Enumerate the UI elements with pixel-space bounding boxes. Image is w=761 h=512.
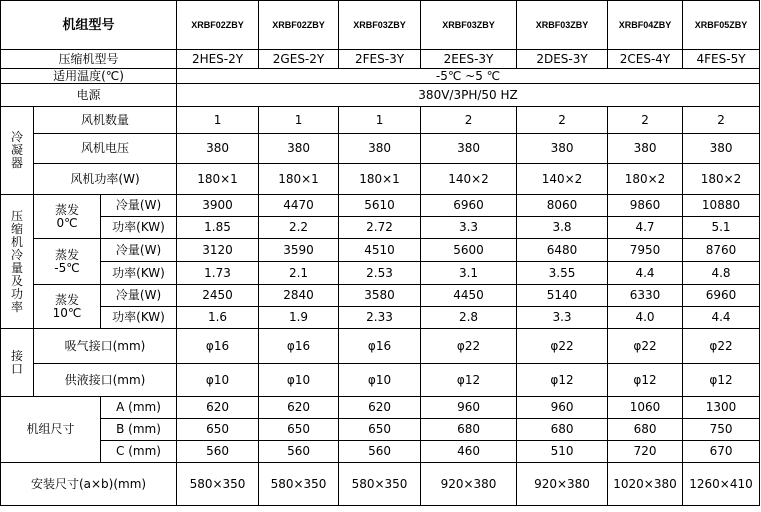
- value-cell: 3.1: [421, 262, 517, 285]
- fan-power-row: [1, 164, 760, 195]
- value-cell: 2EES-3Y: [421, 50, 517, 69]
- value-cell: 140×2: [517, 164, 608, 195]
- value-cell: 2450: [177, 285, 259, 307]
- value-cell: 620: [177, 397, 259, 419]
- value-cell: φ22: [683, 329, 760, 364]
- value-cell: 2.1: [259, 262, 339, 285]
- dimension-row: [1, 419, 760, 441]
- value-cell: 650: [259, 419, 339, 441]
- value-cell: 4FES-5Y: [683, 50, 760, 69]
- value-cell: φ22: [517, 329, 608, 364]
- value-cell: 4470: [259, 195, 339, 217]
- value-cell: 750: [683, 419, 760, 441]
- value-cell: 2.2: [259, 217, 339, 239]
- value-cell: 180×2: [683, 164, 760, 195]
- fan-voltage-row: [1, 134, 760, 164]
- model-cell: XRBF03ZBY: [339, 1, 421, 50]
- value-cell: 5600: [421, 239, 517, 262]
- value-cell: 720: [608, 441, 683, 463]
- condition-label: [34, 285, 101, 329]
- row-label: 功率(KW): [101, 307, 177, 329]
- value-cell: 560: [259, 441, 339, 463]
- row-label: 安装尺寸(a×b)(mm): [1, 463, 177, 506]
- condition-label: [34, 239, 101, 285]
- value-cell: 380: [259, 134, 339, 164]
- cooling-row: [1, 285, 760, 307]
- value-cell: φ12: [683, 364, 760, 397]
- value-cell: 4.4: [683, 307, 760, 329]
- value-cell: 2840: [259, 285, 339, 307]
- value-cell: 180×1: [259, 164, 339, 195]
- value-cell: 650: [339, 419, 421, 441]
- value-cell: 650: [177, 419, 259, 441]
- value-cell: φ10: [259, 364, 339, 397]
- value-cell: 4.0: [608, 307, 683, 329]
- value-cell: 5610: [339, 195, 421, 217]
- condenser-group-label: 冷 凝 器: [1, 107, 34, 195]
- evap-label: 蒸发: [54, 292, 79, 307]
- row-label: 压缩机型号: [1, 50, 177, 69]
- row-label: 功率(KW): [101, 217, 177, 239]
- value-cell: 1060: [608, 397, 683, 419]
- row-label: 风机数量: [34, 107, 177, 134]
- dimension-row: [1, 397, 760, 419]
- cooling-row: [1, 239, 760, 262]
- temp-label: -5℃: [54, 260, 80, 275]
- value-cell: 2: [421, 107, 517, 134]
- value-cell: 8760: [683, 239, 760, 262]
- value-cell: 3.3: [421, 217, 517, 239]
- value-cell: 680: [421, 419, 517, 441]
- evap-label: 蒸发: [54, 247, 79, 262]
- value-cell: 2: [608, 107, 683, 134]
- value-cell: 5140: [517, 285, 608, 307]
- header-row: [1, 1, 760, 50]
- value-cell: 380: [177, 134, 259, 164]
- row-label: 冷量(W): [101, 239, 177, 262]
- value-cell: 460: [421, 441, 517, 463]
- temp-label: 10℃: [52, 305, 82, 320]
- value-cell: 2: [517, 107, 608, 134]
- value-cell: 4.4: [608, 262, 683, 285]
- value-cell: φ16: [259, 329, 339, 364]
- value-cell: 6480: [517, 239, 608, 262]
- value-cell: 9860: [608, 195, 683, 217]
- row-label: 冷量(W): [101, 285, 177, 307]
- row-label: 风机电压: [34, 134, 177, 164]
- value-cell: 2DES-3Y: [517, 50, 608, 69]
- value-cell: 1020×380: [608, 463, 683, 506]
- suction-row: [1, 329, 760, 364]
- model-cell: XRBF02ZBY: [259, 1, 339, 50]
- row-label: 适用温度(℃): [1, 69, 177, 84]
- value-cell: 6330: [608, 285, 683, 307]
- power-row: [1, 262, 760, 285]
- value-cell: 560: [339, 441, 421, 463]
- row-label: A (mm): [101, 397, 177, 419]
- value-cell: 380: [608, 134, 683, 164]
- value-cell: 2HES-2Y: [177, 50, 259, 69]
- fan-count-row: [1, 107, 760, 134]
- value-cell: 180×2: [608, 164, 683, 195]
- row-label: 供液接口(mm): [34, 364, 177, 397]
- install-row: [1, 463, 760, 506]
- value-cell: 960: [517, 397, 608, 419]
- value-cell: 2.72: [339, 217, 421, 239]
- value-cell: 2.8: [421, 307, 517, 329]
- value-cell: 380: [517, 134, 608, 164]
- value-cell: 180×1: [177, 164, 259, 195]
- value-cell: 380: [339, 134, 421, 164]
- liquid-row: [1, 364, 760, 397]
- value-cell: 1.85: [177, 217, 259, 239]
- value-cell: 2: [683, 107, 760, 134]
- value-cell: 1260×410: [683, 463, 760, 506]
- value-cell: 1300: [683, 397, 760, 419]
- value-cell: 2.33: [339, 307, 421, 329]
- value-cell: 1: [339, 107, 421, 134]
- compressor-row: [1, 50, 760, 69]
- dimension-row: [1, 441, 760, 463]
- value-cell: 1: [177, 107, 259, 134]
- row-label: B (mm): [101, 419, 177, 441]
- value-cell: 3590: [259, 239, 339, 262]
- value-cell: 1.73: [177, 262, 259, 285]
- value-cell: φ10: [177, 364, 259, 397]
- value-cell: 1: [259, 107, 339, 134]
- value-cell: 960: [421, 397, 517, 419]
- value-cell: 5.1: [683, 217, 760, 239]
- value-cell: 4510: [339, 239, 421, 262]
- value-cell: 920×380: [421, 463, 517, 506]
- value-cell: 510: [517, 441, 608, 463]
- connection-group-label: 接 口: [1, 329, 34, 397]
- row-label: C (mm): [101, 441, 177, 463]
- value-cell: 4.7: [608, 217, 683, 239]
- value-cell: 680: [608, 419, 683, 441]
- value-cell: 680: [517, 419, 608, 441]
- row-label: 冷量(W): [101, 195, 177, 217]
- value-cell: 8060: [517, 195, 608, 217]
- value-cell: 3.55: [517, 262, 608, 285]
- value-cell: 180×1: [339, 164, 421, 195]
- value-cell: 580×350: [259, 463, 339, 506]
- value-cell: φ10: [339, 364, 421, 397]
- value-cell: 1.9: [259, 307, 339, 329]
- evap-label: 蒸发: [54, 202, 79, 217]
- row-label: 功率(KW): [101, 262, 177, 285]
- value-cell: 3.3: [517, 307, 608, 329]
- value-cell: 2.53: [339, 262, 421, 285]
- capacity-group-label: 压 缩 机 冷 量 及 功 率: [1, 195, 34, 329]
- row-label: 电源: [1, 84, 177, 107]
- value-cell: 6960: [683, 285, 760, 307]
- model-cell: XRBF05ZBY: [683, 1, 760, 50]
- value-cell: 3120: [177, 239, 259, 262]
- value-cell: 4450: [421, 285, 517, 307]
- value-cell: -5℃ ~5 ℃: [177, 69, 760, 84]
- model-cell: XRBF03ZBY: [421, 1, 517, 50]
- value-cell: 920×380: [517, 463, 608, 506]
- value-cell: 620: [259, 397, 339, 419]
- dimensions-group-label: 机组尺寸: [1, 397, 101, 463]
- model-cell: XRBF03ZBY: [517, 1, 608, 50]
- value-cell: 3.8: [517, 217, 608, 239]
- temperature-row: [1, 69, 760, 84]
- value-cell: φ12: [608, 364, 683, 397]
- value-cell: 670: [683, 441, 760, 463]
- value-cell: 380V/3PH/50 HZ: [177, 84, 760, 107]
- value-cell: 380: [421, 134, 517, 164]
- value-cell: 3580: [339, 285, 421, 307]
- value-cell: 3900: [177, 195, 259, 217]
- power-row: [1, 217, 760, 239]
- value-cell: φ12: [421, 364, 517, 397]
- value-cell: 4.8: [683, 262, 760, 285]
- value-cell: φ22: [608, 329, 683, 364]
- value-cell: 580×350: [339, 463, 421, 506]
- row-label: 吸气接口(mm): [34, 329, 177, 364]
- model-cell: XRBF02ZBY: [177, 1, 259, 50]
- model-cell: XRBF04ZBY: [608, 1, 683, 50]
- power-row: [1, 307, 760, 329]
- value-cell: φ12: [517, 364, 608, 397]
- value-cell: 2CES-4Y: [608, 50, 683, 69]
- value-cell: 140×2: [421, 164, 517, 195]
- value-cell: φ16: [339, 329, 421, 364]
- row-label: 风机功率(W): [34, 164, 177, 195]
- temp-label: 0℃: [56, 215, 78, 230]
- value-cell: 2GES-2Y: [259, 50, 339, 69]
- value-cell: φ16: [177, 329, 259, 364]
- header-title: 机组型号: [1, 1, 177, 50]
- value-cell: 10880: [683, 195, 760, 217]
- value-cell: φ22: [421, 329, 517, 364]
- value-cell: 7950: [608, 239, 683, 262]
- value-cell: 380: [683, 134, 760, 164]
- cooling-row: [1, 195, 760, 217]
- condition-label: [34, 195, 101, 239]
- value-cell: 560: [177, 441, 259, 463]
- value-cell: 2FES-3Y: [339, 50, 421, 69]
- value-cell: 6960: [421, 195, 517, 217]
- value-cell: 580×350: [177, 463, 259, 506]
- value-cell: 1.6: [177, 307, 259, 329]
- power-supply-row: [1, 84, 760, 107]
- value-cell: 620: [339, 397, 421, 419]
